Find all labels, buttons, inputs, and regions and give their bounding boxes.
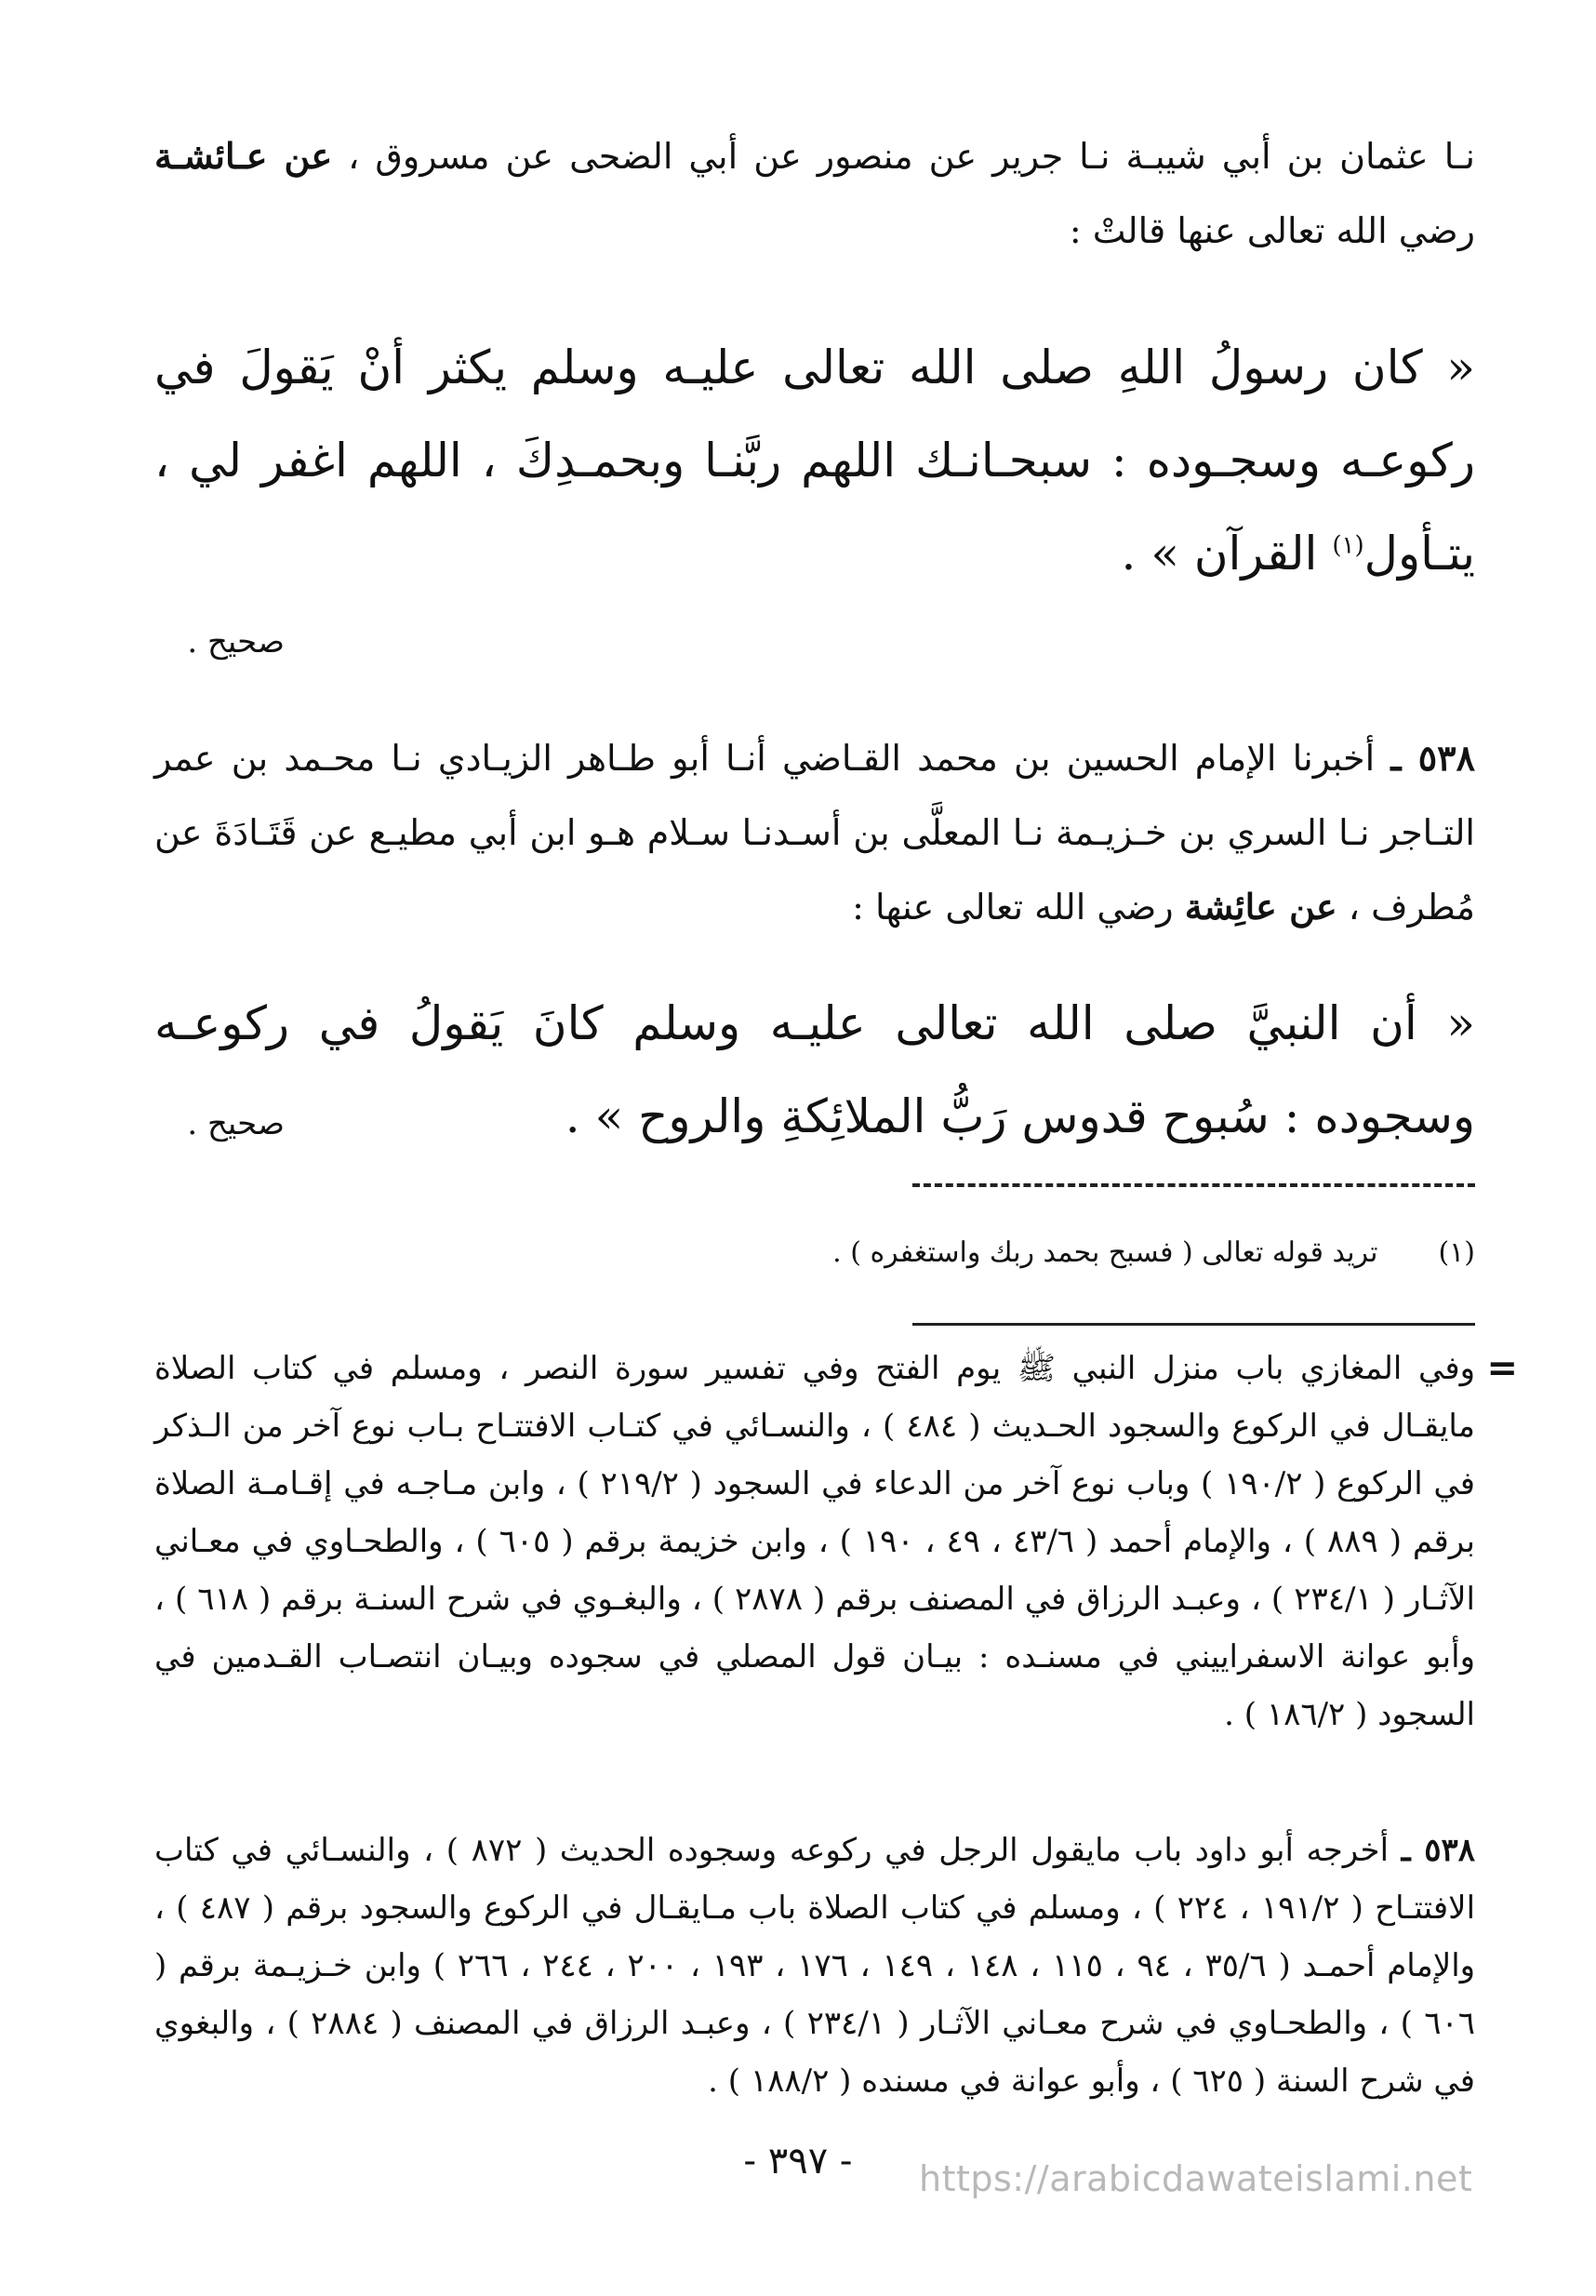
- commentary-rule: [912, 1323, 1475, 1326]
- footnote-text: تريد قوله تعالى ( فسبح بحمد ربك واستغفره ) .: [832, 1236, 1378, 1269]
- isnad-aisha-bold: عن عـائشـة: [154, 135, 333, 177]
- footnote: [154, 1230, 1475, 1276]
- page-number: - ٣٩٧ -: [743, 2140, 853, 2183]
- commentary-text: أخرجه أبو داود باب مايقول الرجل في ركوعه وسجوده الحديث ( ٨٧٢ ) ، والنسـائي في كتاب الافتتـاح ( ١٩١/٢ ، ٢٢٤ ) ، ومسلم في كتاب الصلاة باب مـايقـال في الركوع والسجود برقم ( ٤٨٧ ) ، والإمام أحمـد ( ٣٥/٦ ، ٩٤ ، ١١٥ ، ١٤٨ ، ١٤٩ ، ١٧٦ ، ١٩٣ ، ٢٠٠ ، ٢٤٤ ، ٢٦٦ ) وابن خـزيـمة برقم ( ٦٠٦ ) ، والطحـاوي في شرح معـاني الآثـار ( ٢٣٤/١ ) ، وعبـد الرزاق في المصنف ( ٢٨٨٤ ) ، والبغوي في شرح السنة ( ٦٢٥ ) ، وأبو عوانة في مسنده ( ١٨٨/٢ ) .: [154, 1832, 1476, 2100]
- commentary-text: وفي المغازي باب منزل النبي ﷺ يوم الفتح وفي تفسير سورة النصر ، ومسلم في كتاب الصلاة مايقـال في الركوع والسجود الحـديث ( ٤٨٤ ) ، والنسـائي في كتـاب الافتتـاح بـاب نوع آخر من الـذكر في الركوع ( ١٩٠/٢ ) وباب نوع آخر من الدعاء في السجود ( ٢١٩/٢ ) ، وابن مـاجـه في إقـامـة الصلاة برقم ( ٨٨٩ ) ، والإمام أحمد ( ٤٣/٦ ، ٤٩ ، ١٩٠ ) ، وابن خزيمة برقم ( ٦٠٥ ) ، والطحـاوي في معـاني الآثـار ( ٢٣٤/١ ) ، وعبـد الرزاق في المصنف برقم ( ٢٨٧٨ ) ، والبغـوي في شرح السنـة برقم ( ٦١٨ ) ، وأبو عوانة الاسفراييني في مسنـده : بيـان قول المصلي في سجوده وبيـان انتصـاب القـدمين في السجود ( ١٨٦/٢ ) .: [154, 1350, 1476, 1733]
- footnote-separator: [912, 1183, 1475, 1187]
- hadith-538-matn: [154, 977, 1475, 1163]
- commentary-538: [154, 1822, 1475, 2110]
- matn-text: « أن النبيَّ صلى الله تعالى عليـه وسلم كانَ يَقولُ في ركوعـه وسجوده : سُبوح قدوس رَبُّ الملائِكةِ والروح » .: [154, 996, 1475, 1143]
- footnote-number: (١): [1438, 1236, 1475, 1269]
- isnad-aisha-bold: عن عائِشة: [1184, 886, 1337, 928]
- hadith-538-isnad: [154, 721, 1475, 944]
- continuation-mark: =: [1486, 1347, 1518, 1390]
- commentary-number: ٥٣٨ ـ: [1401, 1832, 1476, 1869]
- watermark-url: https://arabicdawateislami.net: [919, 2158, 1473, 2199]
- footnote-marker: (١): [1332, 531, 1364, 560]
- hadith-538-grade: صحيح .: [187, 1105, 285, 1142]
- isnad-end: رضي الله تعالى عنها قالتْ :: [1069, 210, 1475, 251]
- hadith-number: ٥٣٨ ـ: [1390, 737, 1475, 779]
- isnad-end: رضي الله تعالى عنها :: [852, 887, 1174, 928]
- matn-text: « كان رسولُ اللهِ صلى الله تعالى عليـه وسلم يكثر أنْ يَقولَ في ركوعـه وسجـوده : سبحـانـك اللهم ربَّنـا وبحمـدِكَ ، اللهم اغفر لي ، يتـأول: [154, 340, 1475, 581]
- hadith-537-matn: [154, 321, 1475, 600]
- matn-end: القرآن » .: [1121, 527, 1318, 581]
- hadith-537-isnad: [154, 119, 1475, 268]
- isnad-text: أخبرنا الإمام الحسين بن محمد القـاضي أنـا أبو طـاهر الزيـادي نـا محـمد بن عمر التـاجر نـا السري بن خـزيـمة نـا المعلَّى بن أسـدنـا سـلام هـو ابن أبي مطيـع عن قَتَـادَةَ عن مُطرف ،: [154, 738, 1475, 928]
- commentary-537: [154, 1340, 1475, 1743]
- isnad-text: نـا عثمان بن أبي شيبـة نـا جرير عن منصور عن أبي الضحى عن مسروق ،: [348, 136, 1475, 177]
- hadith-537-grade: صحيح .: [187, 623, 285, 661]
